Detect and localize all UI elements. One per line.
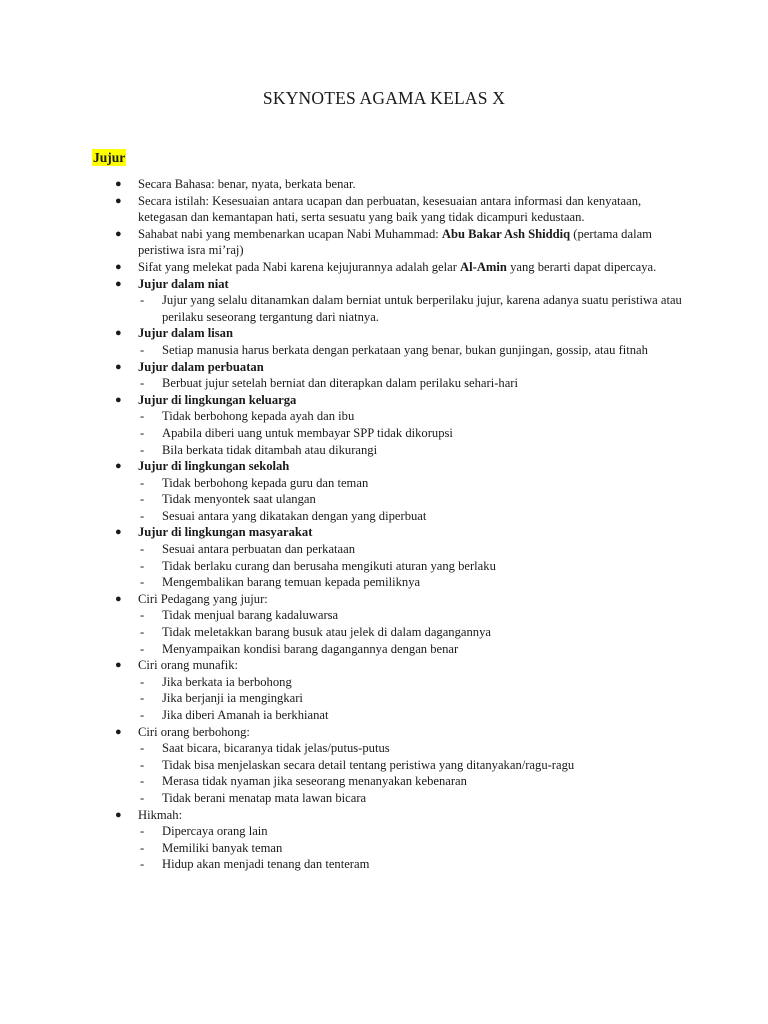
sub-list-item [0,624,768,641]
bold-text: Jujur dalam lisan [138,326,233,341]
dash-icon: - [140,757,145,772]
bullet-icon: ● [115,393,122,406]
dash-icon: - [140,376,145,391]
text-run: yang berarti dapat dipercaya. [506,259,657,274]
sub-list [0,541,768,591]
dash-icon: - [140,575,145,590]
sub-list-item-text: Merasa tidak nyaman jika seseorang menanyakan kebenaran [162,774,467,789]
sub-list-item [0,442,768,459]
sub-list-item-text: Jika berkata ia berbohong [162,674,292,689]
sub-list-item-text: Setiap manusia harus berkata dengan perkataan yang benar, bukan gunjingan, gossip, atau fitnah [162,342,648,357]
dash-icon: - [140,641,145,656]
bullet-icon: ● [115,460,122,473]
sub-list-item [0,823,768,840]
sub-list-item [0,773,768,790]
list-item [0,176,768,193]
sub-list-item-text: Tidak menyontek saat ulangan [162,492,316,507]
sub-list-item-text: Sesuai antara perbuatan dan perkataan [162,542,356,557]
dash-icon: - [140,442,145,457]
dash-icon: - [140,840,145,855]
bullet-icon: ● [115,725,122,738]
sub-list-item [0,558,768,575]
dash-icon: - [140,492,145,507]
sub-list-item [0,607,768,624]
text-run: (pertama dalam peristiwa isra mi’raj) [138,226,652,258]
sub-list-item [0,856,768,873]
sub-list-item-text: Bila berkata tidak ditambah atau dikurangi [162,442,378,457]
bullet-icon: ● [115,194,122,207]
list-item-text [138,276,668,293]
list-item [0,392,768,458]
sub-list-item-text: Mengembalikan barang temuan kepada pemiliknya [162,575,421,590]
bullet-icon: ● [115,360,122,373]
list-item-text [138,524,668,541]
sub-list-item-text: Tidak bisa menjelaskan secara detail tentang peristiwa yang ditanyakan/ragu-ragu [162,757,575,772]
sub-list-item [0,425,768,442]
dash-icon: - [140,542,145,557]
bullet-icon: ● [115,526,122,539]
sub-list-item [0,757,768,774]
sub-list-item [0,674,768,691]
list-item [0,276,768,326]
text-run: Ciri Pedagang yang jujur: [138,591,268,606]
dash-icon: - [140,608,145,623]
text-run: Hikmah: [138,807,183,822]
sub-list-item [0,491,768,508]
sub-list-item-text: Memiliki banyak teman [162,840,283,855]
sub-list-item-text: Saat bicara, bicaranya tidak jelas/putus-putus [162,741,390,756]
list-item-text [138,226,668,259]
sub-list [0,408,768,458]
sub-list-item [0,641,768,658]
bullet-icon: ● [115,327,122,340]
sub-list-item [0,740,768,757]
bold-text: Jujur dalam niat [138,276,229,291]
list-item [0,259,768,276]
bullet-icon: ● [115,808,122,821]
text-run: Ciri orang berbohong: [138,724,250,739]
dash-icon: - [140,674,145,689]
list-item [0,458,768,524]
sub-list-item [0,690,768,707]
sub-list-item-text: Tidak berbohong kepada ayah dan ibu [162,409,355,424]
list-item [0,524,768,590]
list-item [0,193,768,226]
sub-list-item [0,574,768,591]
bold-text: Jujur di lingkungan masyarakat [138,525,313,540]
dash-icon: - [140,790,145,805]
dash-icon: - [140,409,145,424]
dash-icon: - [140,708,145,722]
dash-icon: - [140,691,145,706]
list-item [0,657,768,723]
bullet-icon: ● [115,592,122,605]
sub-list-item [0,707,768,724]
bullet-icon: ● [115,659,122,672]
dash-icon: - [140,293,145,308]
dash-icon: - [140,425,145,440]
sub-list [0,607,768,657]
sub-list-item-text: Menyampaikan kondisi barang dagangannya dengan benar [162,641,459,656]
sub-list [0,292,768,325]
dash-icon: - [140,342,145,357]
page-title: SKYNOTES AGAMA KELAS X [262,88,506,108]
list-item [0,724,768,807]
bullet-icon: ● [115,178,122,190]
list-item-text [138,176,668,193]
list-item-text [138,325,668,342]
dash-icon: - [140,741,145,756]
dash-icon: - [140,774,145,789]
sub-list-item [0,790,768,807]
sub-list-item [0,541,768,558]
dash-icon: - [140,625,145,640]
sub-list-item [0,292,768,325]
text-run: Secara istilah: Kesesuaian antara ucapan dan perbuatan, kesesuaian antara informasi dan kenyataan, ketegasan dan kemantapan hati, serta sesuatu yang baik yang tidak dicampuri kedustaan. [138,193,642,225]
list-item-text [138,458,668,475]
sub-list-item-text: Tidak berbohong kepada guru dan teman [162,475,369,490]
text-run: Secara Bahasa: benar, nyata, berkata benar. [138,177,356,191]
sub-list-item-text: Tidak meletakkan barang busuk atau jelek di dalam dagangannya [162,625,491,640]
sub-list-item [0,342,768,359]
dash-icon: - [140,508,145,523]
sub-list-item-text: Hidup akan menjadi tenang dan tenteram [162,857,370,872]
sub-list [0,375,768,392]
sub-list-item-text: Apabila diberi uang untuk membayar SPP tidak dikorupsi [162,425,453,440]
list-item [0,226,768,259]
sub-list-item-text: Tidak menjual barang kadaluwarsa [162,608,339,623]
sub-list-item [0,475,768,492]
text-run: Sahabat nabi yang membenarkan ucapan Nabi Muhammad: [138,226,442,241]
section-heading-highlighted: Jujur [93,150,126,165]
bullet-list [0,176,768,873]
sub-list-item [0,408,768,425]
sub-list-item [0,508,768,525]
list-item-text [138,259,668,276]
list-item [0,591,768,657]
bold-text: Abu Bakar Ash Shiddiq [441,226,571,241]
list-item-text [138,591,668,608]
dash-icon: - [140,475,145,490]
sub-list-item-text: Jika diberi Amanah ia berkhianat [162,708,329,722]
list-item-text [138,193,668,226]
list-item [0,325,768,358]
list-item-text [138,724,668,741]
bullet-icon: ● [115,260,122,273]
list-item [0,807,768,873]
list-item-text [138,807,668,824]
bold-text: Al-Amin [460,259,507,274]
bold-text: Jujur di lingkungan keluarga [138,392,297,407]
list-item [0,359,768,392]
list-item-text [138,392,668,409]
text-run: Ciri orang munafik: [138,658,239,673]
sub-list-item [0,375,768,392]
sub-list-item-text: Tidak berani menatap mata lawan bicara [162,790,367,805]
bullet-icon: ● [115,227,122,240]
text-run: Sifat yang melekat pada Nabi karena kejujurannya adalah gelar [138,259,461,274]
list-item-text [138,359,668,376]
sub-list [0,475,768,525]
bullet-icon: ● [115,277,122,290]
sub-list [0,674,768,724]
sub-list [0,342,768,359]
sub-list-item-text: Jujur yang selalu ditanamkan dalam berniat untuk berperilaku jujur, karena adanya suatu peristiwa atau perilaku seseorang tergantung dari niatnya. [162,293,682,324]
bold-text: Jujur di lingkungan sekolah [138,459,290,474]
sub-list-item-text: Tidak berlaku curang dan berusaha mengikuti aturan yang berlaku [162,558,496,573]
sub-list-item-text: Jika berjanji ia mengingkari [162,691,303,706]
bold-text: Jujur dalam perbuatan [138,359,264,374]
sub-list-item [0,840,768,857]
sub-list [0,740,768,806]
dash-icon: - [140,558,145,573]
sub-list [0,823,768,873]
list-item-text [138,657,668,674]
sub-list-item-text: Sesuai antara yang dikatakan dengan yang diperbuat [162,508,427,523]
dash-icon: - [140,824,145,839]
dash-icon: - [140,857,145,872]
sub-list-item-text: Berbuat jujur setelah berniat dan diterapkan dalam perilaku sehari-hari [162,376,518,391]
sub-list-item-text: Dipercaya orang lain [162,824,268,839]
